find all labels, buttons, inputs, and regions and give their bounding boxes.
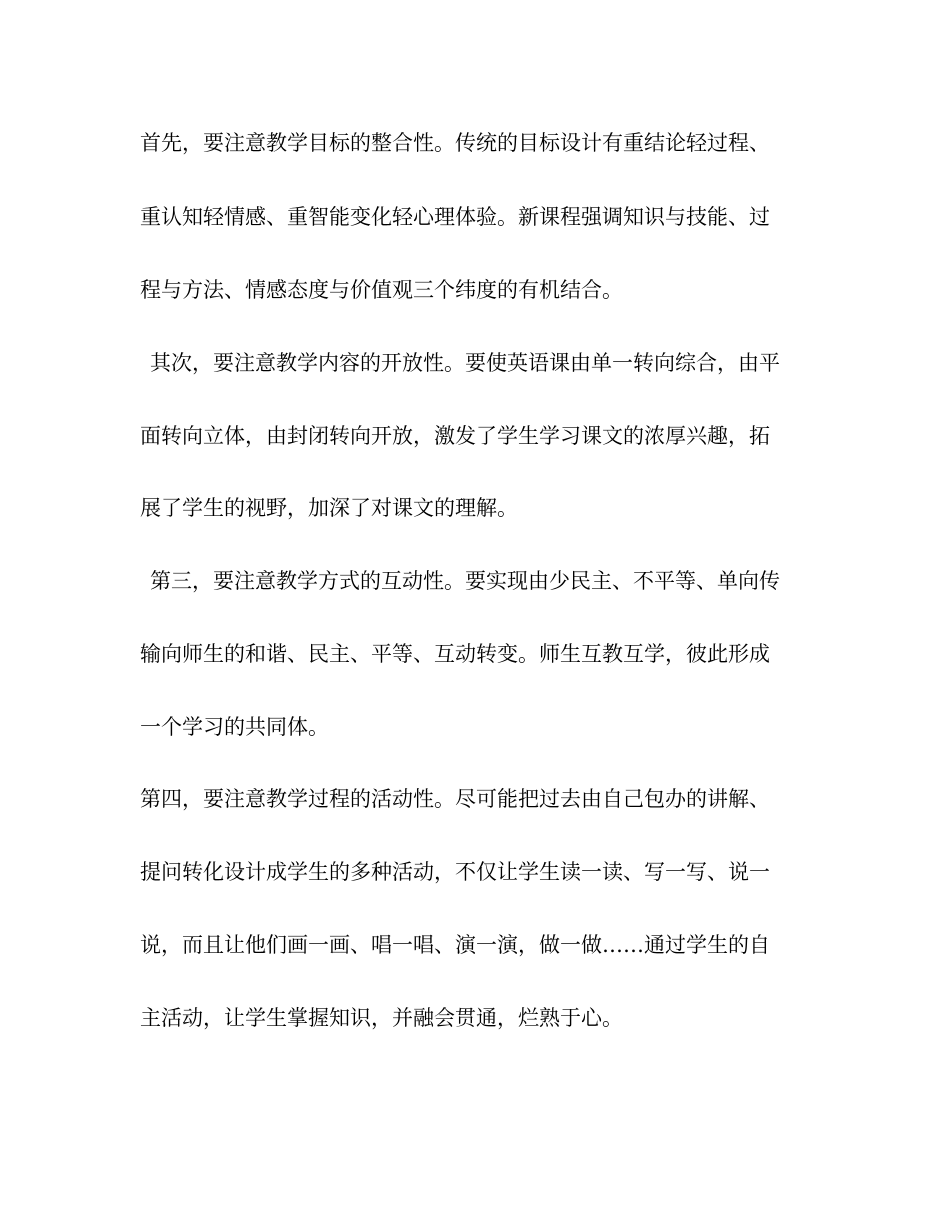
- paragraph-4-line-3: 说，而且让他们画一画、唱一唱、演一演，做一做……通过学生的自: [140, 933, 770, 957]
- paragraph-1-line-3: 程与方法、情感态度与价值观三个纬度的有机结合。: [140, 278, 623, 302]
- paragraph-1-line-2: 重认知轻情感、重智能变化轻心理体验。新课程强调知识与技能、过: [140, 205, 770, 229]
- paragraph-1-line-1: 首先，要注意教学目标的整合性。传统的目标设计有重结论轻过程、: [140, 131, 770, 155]
- paragraph-2-line-2: 面转向立体，由封闭转向开放，激发了学生学习课文的浓厚兴趣，拓: [140, 424, 770, 448]
- paragraph-2-line-3: 展了学生的视野，加深了对课文的理解。: [140, 496, 518, 520]
- paragraph-4-line-4: 主活动，让学生掌握知识，并融会贯通，烂熟于心。: [140, 1006, 623, 1030]
- paragraph-4-line-1: 第四，要注意教学过程的活动性。尽可能把过去由自己包办的讲解、: [140, 787, 770, 811]
- paragraph-3-line-3: 一个学习的共同体。: [140, 715, 329, 739]
- paragraph-3-line-2: 输向师生的和谐、民主、平等、互动转变。师生互教互学，彼此形成: [140, 642, 770, 666]
- paragraph-2-line-1: 其次，要注意教学内容的开放性。要使英语课由单一转向综合，由平: [150, 351, 780, 375]
- paragraph-3-line-1: 第三，要注意教学方式的互动性。要实现由少民主、不平等、单向传: [150, 569, 780, 593]
- paragraph-4-line-2: 提问转化设计成学生的多种活动，不仅让学生读一读、写一写、说一: [140, 860, 770, 884]
